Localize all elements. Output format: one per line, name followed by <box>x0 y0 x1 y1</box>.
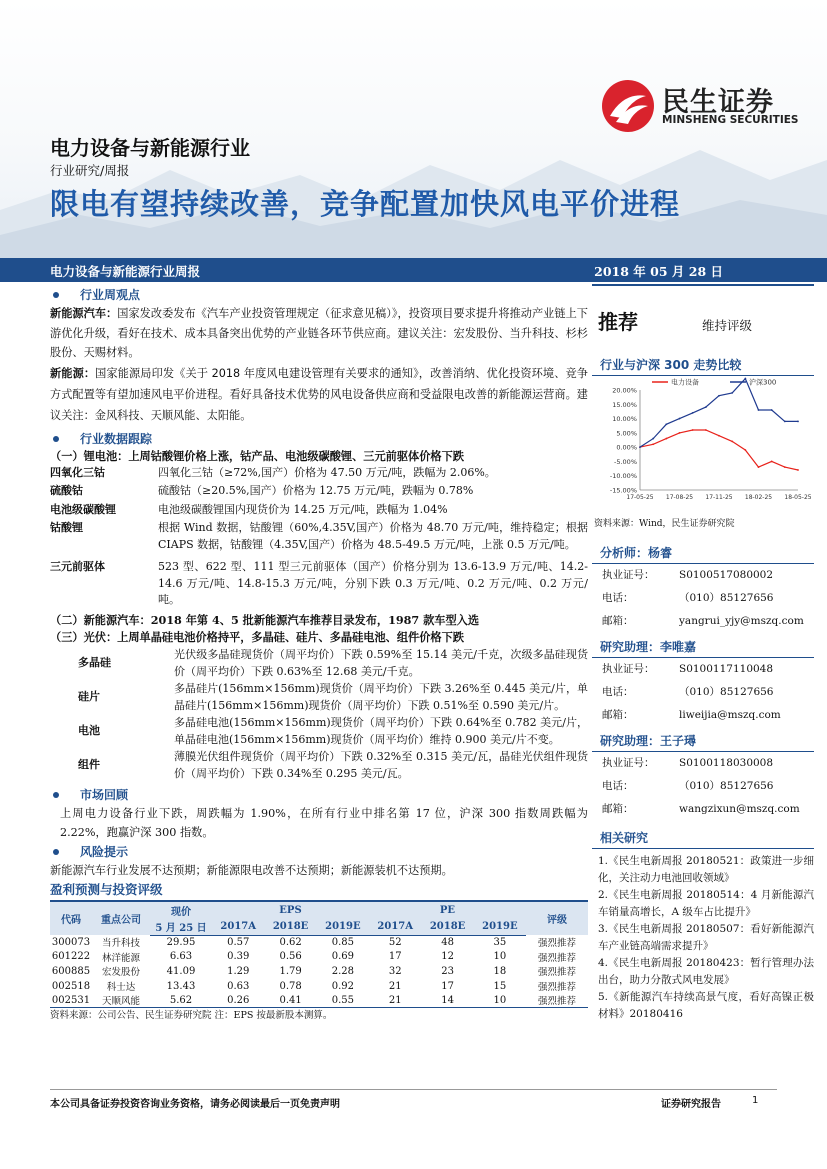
data-point <box>784 421 786 423</box>
cell-code: 002518 <box>51 980 91 992</box>
trend-chart <box>592 376 814 514</box>
logo-mark-icon <box>600 78 656 134</box>
assistant2-email[interactable]: wangzixun@mszq.com <box>679 803 800 815</box>
lithium-price-list <box>50 465 588 609</box>
analyst-email[interactable]: yangrui_yjy@mszq.com <box>679 615 804 627</box>
y-tick-label: 0.00% <box>616 443 637 452</box>
cell-pe18: 48 <box>441 937 454 949</box>
cell-pe17: 52 <box>388 937 402 949</box>
cell-eps18: 0.62 <box>279 937 302 949</box>
cell-name: 科士达 <box>106 982 136 994</box>
cell-pe17: 21 <box>388 980 402 992</box>
table-row <box>50 935 588 950</box>
view-paragraph-ev: 新能源汽车：国家发改委发布《汽车产业投资管理规定（征求意见稿）》，投资项目要求提升将推动产业链上下游优化升级，看好在技术、成本具备突出优势的产业链各环节供应商。建议关注：宏发股份、当升科技、杉杉股份、天赐材料。 <box>50 306 588 359</box>
cell-rating: 强烈推荐 <box>526 993 588 1008</box>
price-row: 三元前驱体 523 型、622 型、111 型三元前驱体（国产）价格分别为 13.6-13.9 万元/吨、14.2-14.6 万元/吨、14.8-15.3 万元/吨，分别下跌 0.3 万元/吨、0.2 万元/吨、0.2 万元/吨。 <box>50 560 588 606</box>
cell-pe17: 32 <box>388 965 402 977</box>
y-tick-label: -5.00% <box>614 457 637 466</box>
data-point <box>639 446 641 448</box>
col-price-date: 5 月 25 日 <box>150 918 212 935</box>
col-year: 2018E <box>421 918 473 935</box>
data-point <box>665 423 667 425</box>
x-tick-label: 17-08-25 <box>665 494 694 501</box>
col-company: 重点公司 <box>92 901 150 935</box>
table-row <box>50 964 588 979</box>
report-banner <box>0 258 827 282</box>
analyst-heading: 分析师：杨睿 <box>592 542 814 564</box>
data-point <box>797 421 799 423</box>
data-point <box>744 378 746 380</box>
price-row: 多晶硅 光伏级多晶硅现货价（周平均价）下跌 0.59%至 15.14 美元/千克，次级多晶硅现货价（周平均价）下跌 0.63%至 12.68 美元/千克。 <box>78 647 588 678</box>
report-type: 行业研究/周报 <box>50 163 130 178</box>
y-tick-label: 10.00% <box>612 415 637 424</box>
bullet-icon <box>53 792 59 798</box>
cell-code: 002531 <box>50 993 92 1008</box>
cell-pe19: 15 <box>493 980 507 992</box>
pv-price-list <box>50 646 588 782</box>
data-point <box>731 441 733 443</box>
col-year: 2018E <box>264 918 316 935</box>
rating-label: 推荐 <box>598 310 638 334</box>
cell-eps19: 0.69 <box>331 951 354 963</box>
chart-heading: 行业与沪深 300 走势比较 <box>592 354 814 376</box>
y-tick-label: 5.00% <box>616 429 637 438</box>
cell-eps18: 0.78 <box>279 980 302 992</box>
cell-rating: 强烈推荐 <box>537 982 576 994</box>
assistant1-email[interactable]: liweijia@mszq.com <box>679 709 781 721</box>
section-heading-data: 行业数据跟踪 <box>50 430 588 448</box>
assistant2-phone: （010）85127656 <box>679 780 774 792</box>
cell-pe17: 21 <box>369 993 421 1008</box>
cell-eps19: 0.92 <box>331 980 354 992</box>
cell-eps17: 0.57 <box>227 937 250 949</box>
bullet-icon <box>53 436 59 442</box>
price-row: 硫酸钴 硫酸钴（≥20.5%,国产）价格为 12.75 万元/吨，跌幅为 0.78% <box>50 484 474 497</box>
x-tick-label: 18-05-25 <box>784 494 812 501</box>
data-point <box>797 469 799 471</box>
price-row: 钴酸锂 根据 Wind 数据，钴酸锂（60%,4.35V,国产）价格为 48.70 万元/吨，维持稳定；根据 CIAPS 数据，钴酸锂（4.35V,国产）价格为 48.5-49.5 万元/吨，上涨 0.5 万元/吨。 <box>50 521 588 551</box>
related-item[interactable]: 1.《民生电新周报 20180521：政策进一步细化，关注动力电池回收领域》 <box>598 855 814 884</box>
assistant2-heading: 研究助理：王子璕 <box>592 730 814 752</box>
cell-pe18: 14 <box>421 993 473 1008</box>
cell-eps17: 1.29 <box>227 965 250 977</box>
data-point <box>771 409 773 411</box>
cell-rating: 强烈推荐 <box>537 938 576 950</box>
legend-label: 沪深300 <box>749 378 777 387</box>
data-point <box>705 406 707 408</box>
data-point <box>784 466 786 468</box>
price-row: 电池 多晶硅电池(156mm×156mm)现货价（周平均价）下跌 0.64%至 0.782 美元/片，单晶硅电池(156mm×156mm)现货价（周平均价）维持 0.900 美元/片不变。 <box>78 715 588 746</box>
y-tick-label: -15.00% <box>609 486 637 495</box>
data-point <box>744 449 746 451</box>
data-point <box>652 438 654 440</box>
related-item[interactable]: 5.《新能源汽车持续高景气度，看好高镍正极材料》20180416 <box>598 991 814 1020</box>
bullet-icon <box>53 292 59 298</box>
x-tick-label: 17-11-25 <box>705 494 733 501</box>
price-row: 组件 薄膜光伏组件现货价（周平均价）下跌 0.32%至 0.315 美元/瓦，晶硅光伏组件现货价（周平均价）下跌 0.34%至 0.295 美元/瓦。 <box>78 749 588 780</box>
table-row <box>50 950 588 965</box>
cell-name: 当升科技 <box>101 938 140 950</box>
view-paragraph-renewables: 新能源：国家能源局印发《关于 2018 年度风电建设管理有关要求的通知》，改善消纳、优化投资环境、竞争方式配置等有望加速风电平价进程。看好具备技术优势的风电设备供应商和受益限电改善的新能源运营商。建议关注：金风科技、天顺风能、太阳能。 <box>50 366 588 422</box>
cell-pe18: 12 <box>441 951 454 963</box>
company-logo <box>600 78 800 134</box>
cell-eps19: 2.28 <box>331 965 354 977</box>
col-rating: 评级 <box>526 901 588 935</box>
cell-price: 13.43 <box>166 980 196 992</box>
price-row: 电池级碳酸锂 电池级碳酸锂国内现货价为 14.25 万元/吨，跌幅为 1.04% <box>50 502 448 516</box>
cell-eps18: 1.79 <box>279 965 302 977</box>
data-point <box>758 466 760 468</box>
market-paragraph: 上周电力设备行业下跌，周跌幅为 1.90%，在所有行业中排名第 17 位，沪深 300 指数周跌幅为 2.22%，跑赢沪深 300 指数。 <box>60 806 588 839</box>
banner-date: 2018 年 05 月 28 日 <box>594 264 723 279</box>
section-heading-risk: 风险提示 <box>50 843 588 861</box>
cell-eps19: 0.85 <box>331 937 354 949</box>
data-point <box>705 429 707 431</box>
data-point <box>679 432 681 434</box>
data-point <box>758 409 760 411</box>
cell-pe19: 10 <box>474 993 526 1008</box>
cell-eps19: 0.55 <box>317 993 369 1008</box>
section-heading-view: 行业周观点 <box>50 286 588 304</box>
cell-name: 林洋能源 <box>101 952 140 964</box>
assistant1-cert: S0100117110048 <box>679 663 774 675</box>
data-point <box>692 429 694 431</box>
rating-box <box>592 284 814 346</box>
table-row <box>50 979 588 994</box>
logo-chinese-name: 民生证券 <box>662 87 774 118</box>
cell-code: 300073 <box>51 936 91 948</box>
footer-label: 证券研究报告 <box>661 1099 721 1110</box>
series-line-1 <box>640 379 798 448</box>
subheading-lithium: （一）锂电池：上周钴酸锂价格上涨，钴产品、电池级碳酸锂、三元前驱体价格下跌 <box>50 448 464 463</box>
banner-report-name: 电力设备与新能源行业周报 <box>50 264 201 279</box>
footer-divider <box>50 1089 777 1090</box>
col-year: 2017A <box>369 918 421 935</box>
cell-price: 6.63 <box>169 951 193 963</box>
col-eps: EPS <box>212 901 369 918</box>
section-heading-market: 市场回顾 <box>50 786 588 804</box>
report-header <box>0 0 827 258</box>
related-heading: 相关研究 <box>592 827 814 849</box>
cell-price: 5.62 <box>150 993 212 1008</box>
cell-eps18: 0.41 <box>264 993 316 1008</box>
legend-label: 电力设备 <box>671 378 699 387</box>
data-point <box>692 412 694 414</box>
col-pe: PE <box>369 901 526 918</box>
analyst-phone: （010）85127656 <box>679 592 774 604</box>
cell-eps17: 0.39 <box>227 951 250 963</box>
cell-eps17: 0.63 <box>227 980 250 992</box>
cell-pe19: 10 <box>493 951 507 963</box>
cell-eps17: 0.26 <box>212 993 264 1008</box>
data-point <box>731 392 733 394</box>
industry-name: 电力设备与新能源行业 <box>50 136 250 160</box>
related-research-list <box>592 853 814 1023</box>
bullet-icon <box>53 849 59 855</box>
related-item[interactable]: 3.《民生电新周报 20180507：看好新能源汽车产业链高端需求提升》 <box>598 923 814 952</box>
table-source-note: 资料来源：公司公告、民生证券研究院 注：EPS 按最新股本测算。 <box>50 1010 333 1022</box>
y-tick-label: 15.00% <box>612 400 637 409</box>
chart-source: 资料来源：Wind，民生证券研究院 <box>594 519 735 529</box>
sidebar <box>592 284 814 1023</box>
footer-disclaimer: 本公司具备证券投资咨询业务资格，请务必阅读最后一页免责声明 <box>50 1099 340 1110</box>
data-point <box>718 395 720 397</box>
x-tick-label: 17-05-25 <box>626 494 654 501</box>
col-year: 2017A <box>212 918 264 935</box>
subheading-pv: （三）光伏：上周单晶硅电池价格持平，多晶硅、硅片、多晶硅电池、组件价格下跌 <box>50 629 464 644</box>
cell-rating: 强烈推荐 <box>537 967 576 979</box>
assistant1-heading: 研究助理：李唯嘉 <box>592 636 814 658</box>
cell-code: 600885 <box>51 965 91 977</box>
estimate-table-title: 盈利预测与投资评级 <box>50 882 163 897</box>
cell-pe18: 23 <box>441 965 454 977</box>
subheading-ev: （二）新能源汽车：2018 年第 4、5 批新能源汽车推荐目录发布，1987 款车型入选 <box>50 612 480 627</box>
logo-english-name: MINSHENG SECURITIES <box>662 114 799 126</box>
assistant1-contact: 执业证号： S0100117110048 电话： （010）85127656 邮箱： liweijia@mszq.com <box>592 658 814 727</box>
report-title: 限电有望持续改善，竞争配置加快风电平价进程 <box>50 187 681 221</box>
data-point <box>665 438 667 440</box>
analyst-contact: 执业证号： S0100517080002 电话： （010）85127656 邮箱： yangrui_yjy@mszq.com <box>592 564 814 633</box>
assistant1-phone: （010）85127656 <box>679 686 774 698</box>
assistant2-contact: 执业证号： S0100118030008 电话： （010）85127656 邮箱： wangzixun@mszq.com <box>592 752 814 821</box>
table-row <box>50 993 588 1008</box>
col-year: 2019E <box>474 918 526 935</box>
risk-paragraph: 新能源汽车行业发展不达预期；新能源限电改善不达预期；新能源装机不达预期。 <box>50 863 453 877</box>
cell-name: 天顺风能 <box>92 993 150 1008</box>
data-point <box>718 435 720 437</box>
cell-rating: 强烈推荐 <box>537 952 576 964</box>
price-row: 硅片 多晶硅片(156mm×156mm)现货价（周平均价）下跌 3.26%至 0.445 美元/片，单晶硅片(156mm×156mm)现货价（周平均价）下跌 0.51%至 0.590 美元/片。 <box>78 681 588 712</box>
assistant2-cert: S0100118030008 <box>679 757 774 769</box>
y-tick-label: -10.00% <box>609 472 637 481</box>
cell-pe18: 17 <box>441 980 454 992</box>
data-point <box>771 461 773 463</box>
cell-name: 宏发股份 <box>101 967 140 979</box>
col-code: 代码 <box>50 901 92 935</box>
page-number: 1 <box>752 1095 759 1106</box>
related-item[interactable]: 2.《民生电新周报 20180514：4 月新能源汽车销量高增长，A 级车占比提升》 <box>598 889 814 918</box>
col-price: 现价 <box>150 901 212 918</box>
cell-code: 601222 <box>51 951 91 963</box>
data-point <box>652 443 654 445</box>
analyst-cert: S0100517080002 <box>679 569 774 581</box>
col-year: 2019E <box>317 918 369 935</box>
cell-pe19: 18 <box>493 965 507 977</box>
cell-eps18: 0.56 <box>279 951 302 963</box>
main-content <box>50 284 588 1024</box>
cell-price: 29.95 <box>166 937 196 949</box>
data-point <box>679 418 681 420</box>
related-item[interactable]: 4.《民生电新周报 20180423：暂行管理办法出台，助力分散式风电发展》 <box>598 957 814 986</box>
x-tick-label: 18-02-25 <box>744 494 773 501</box>
rating-status: 维持评级 <box>702 318 753 333</box>
price-row: 四氧化三钴 四氧化三钴（≥72%,国产）价格为 47.50 万元/吨，跌幅为 2.06%。 <box>50 465 496 479</box>
cell-price: 41.09 <box>166 965 196 977</box>
cell-pe17: 17 <box>388 951 402 963</box>
cell-pe19: 35 <box>493 937 507 949</box>
y-tick-label: 20.00% <box>612 386 637 395</box>
earnings-estimate-table <box>50 900 588 1008</box>
